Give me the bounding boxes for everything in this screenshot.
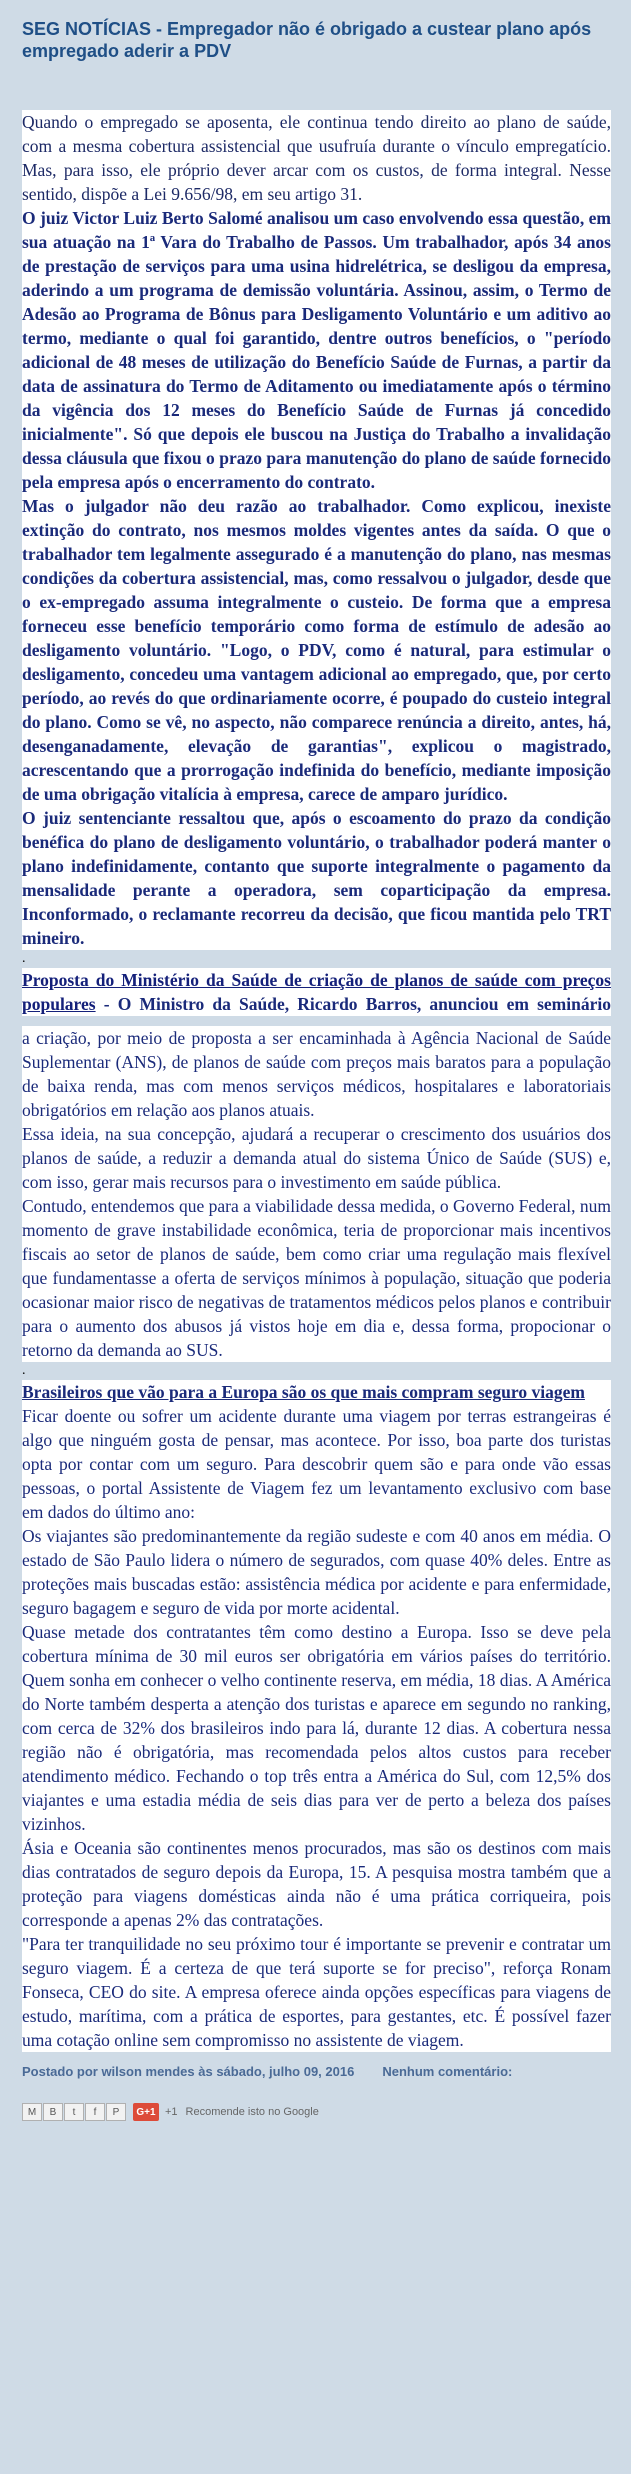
separator-dot: . [22, 952, 611, 966]
article1-paragraph-5: O juiz sentenciante ressaltou que, após o escoamento do prazo da condição benéfica do plano de desligamento voluntário, o trabalhador poderá manter o plano indefinidamente, contanto que suporte integralmente o pagamento da mensalidade perante a operadora, sem coparticipação da empresa. Inconformado, o reclamante recorreu da decisão, que ficou mantida pelo TRT mineiro. [22, 808, 611, 948]
separator-dot-2: . [22, 1364, 611, 1378]
post-title[interactable] [22, 18, 611, 62]
article3-paragraph-2: Os viajantes são predominantemente da região sudeste e com 40 anos em média. O estado de São Paulo lidera o número de segurados, com quase 40% deles. Entre as proteções mais buscadas estão: assistência médica por acidente e para enfermidade, seguro bagagem e seguro de vida por morte acidental. [22, 1526, 611, 1618]
google-plus-button[interactable]: G+1 [133, 2103, 159, 2121]
article2-paragraph-3: Contudo, entendemos que para a viabilidade dessa medida, o Governo Federal, num momento de grave instabilidade econômica, teria de proporcionar mais incentivos fiscais ao setor de planos de saúde, bem como criar uma regulação mais flexível que fundamentasse a oferta de serviços mínimos à população, situação que poderia ocasionar maior risco de negativas de tratamentos médicos pelos planos e contribuir para o aumento dos abusos já vistos hoje em dia e, dessa forma, propocionar o retorno da demanda ao SUS. [22, 1196, 612, 1360]
article1-paragraph-4: extinção do contrato, nos mesmos moldes vigentes antes da saída. O que o trabalhador tem legalmente assegurado é a manutenção do plano, nas mesmas condições da cobertura assistencial, mas, como ressalvou o julgador, desde que o ex-empregado assuma integralmente o custeio. De forma que a empresa forneceu esse benefício temporário como forma de estímulo de adesão ao desligamento voluntário. "Logo, o PDV, como é natural, para estimular o desligamento, concedeu uma vantagem adicional ao empregado, que, por certo período, ao revés do que ordinariamente ocorre, é poupado do custeio integral do plano. Como se vê, no aspecto, não comparece renúncia a direito, antes, há, desenganadamente, elevação de garantias", explicou o magistrado, acrescentando que a prorrogação indefinida do benefício, mediante imposição de uma obrigação vitalícia à empresa, carece de amparo jurídico. [22, 520, 611, 804]
recommend-text: Recomende isto no Google [185, 2106, 319, 2118]
article2-heading-line [22, 968, 611, 1016]
article2-paragraph-2: Essa ideia, na sua concepção, ajudará a recuperar o crescimento dos usuários dos planos de saúde, a reduzir a demanda atual do sistema Único de Saúde (SUS) e, com isso, gerar mais recursos para o investimento em saúde pública. [22, 1124, 611, 1192]
post-title-text: Empregador não é obrigado a custear plano após empregado aderir a PDV [22, 19, 592, 61]
article3-paragraph-3: Quase metade dos contratantes têm como destino a Europa. Isso se deve pela cobertura mínima de 30 mil euros ser obrigatória em vários países do território. Quem sonha em conhecer o velho continente reserva, em média, 18 dias. A América do Norte também desperta a atenção dos turistas e aparece em segundo no ranking, com cerca de 32% dos brasileiros indo para lá, durante 12 dias. A cobertura nessa região não é obrigatória, mas recomendada pelos altos custos para receber atendimento médico. Fechando o top três entra a América do Sul, com 12,5% dos viajantes e uma estadia média de seis dias para ver de perto a beleza dos países vizinhos. [22, 1622, 611, 1834]
article3-paragraph-5: "Para ter tranquilidade no seu próximo tour é importante se prevenir e contratar um seguro viagem. É a certeza de que terá suporte se for preciso", reforça Ronam Fonseca, CEO do site. A empresa oferece ainda opções específicas para viagens de estudo, marítima, com a prática de esportes, para gestantes, etc. É possível fazer uma cotação online sem compromisso no assistente de viagem. [22, 1934, 611, 2050]
article3-heading: Brasileiros que vão para a Europa são os que mais compram seguro viagem [22, 1380, 611, 1404]
twitter-icon[interactable]: t [64, 2103, 84, 2121]
article2-lead: - O Ministro da Saúde, Ricardo Barros, anunciou em seminário [103, 994, 611, 1014]
article2-paragraph-1: a criação, por meio de proposta a ser encaminhada à Agência Nacional de Saúde Suplementar (ANS), de planos de saúde com preços mais baratos para a população de baixa renda, mas com menos serviços médicos, hospitalares e laboratoriais obrigatórios em relação aos planos atuais. [22, 1028, 611, 1120]
article2-heading: Proposta do Ministério da Saúde de criação de planos de saúde com preços populares [22, 970, 611, 1014]
article3-paragraph-4: Ásia e Oceania são continentes menos procurados, mas são os destinos com mais dias contratados de seguro depois da Europa, 15. A pesquisa mostra também que a proteção para viagens domésticas ainda não é uma prática corriqueira, pois corresponde a apenas 2% das contratações. [22, 1838, 611, 1930]
post-title-prefix: SEG NOTÍCIAS - [22, 19, 168, 39]
article1-paragraph-3: Mas o julgador não deu razão ao trabalhador. Como explicou, inexiste [22, 494, 611, 518]
blogthis-icon[interactable]: B [43, 2103, 63, 2121]
comments-link[interactable]: Nenhum comentário: [382, 2064, 513, 2079]
post-body [22, 110, 611, 2052]
share-bar [22, 2103, 611, 2121]
article2-heading-wrapper [22, 968, 611, 1016]
post-footer [22, 2064, 611, 2079]
email-icon[interactable]: M [22, 2103, 42, 2121]
facebook-icon[interactable]: f [85, 2103, 105, 2121]
plus-one-count: +1 [165, 2106, 178, 2118]
article3-paragraph-1: Ficar doente ou sofrer um acidente durante uma viagem por terras estrangeiras é algo que ninguém gosta de pensar, mas acontece. Por isso, boa parte dos turistas opta por contar com um seguro. Para descobrir quem são e para onde vão essas pessoas, o portal Assistente de Viagem fez um levantamento exclusivo com base em dados do último ano: [22, 1406, 611, 1522]
article1-paragraph-1: Quando o empregado se aposenta, ele continua tendo direito ao plano de saúde, com a mesma cobertura assistencial que usufruía durante o vínculo empregatício. Mas, para isso, ele próprio dever arcar com os custos, de forma integral. Nesse sentido, dispõe a Lei 9.656/98, em seu artigo 31. [22, 112, 611, 204]
article1-paragraph-3-wrapper [22, 494, 611, 518]
pinterest-icon[interactable]: P [106, 2103, 126, 2121]
posted-by[interactable]: Postado por wilson mendes às sábado, julho 09, 2016 [22, 2064, 355, 2079]
article1-paragraph-2: O juiz Victor Luiz Berto Salomé analisou um caso envolvendo essa questão, em sua atuação na 1ª Vara do Trabalho de Passos. Um trabalhador, após 34 anos de prestação de serviços para uma usina hidrelétrica, se desligou da empresa, aderindo a um programa de demissão voluntária. Assinou, assim, o Termo de Adesão ao Programa de Bônus para Desligamento Voluntário e um aditivo ao termo, mediante o qual foi garantido, dentre outros benefícios, o "período adicional de 48 meses de utilização do Benefício Saúde de Furnas, a partir da data de assinatura do Termo de Aditamento ou imediatamente após o término da vigência dos 12 meses do Benefício Saúde de Furnas já concedido inicialmente". Só que depois ele buscou na Justiça do Trabalho a invalidação dessa cláusula que fixou o prazo para manutenção do plano de saúde fornecido pela empresa após o encerramento do contrato. [22, 208, 611, 492]
